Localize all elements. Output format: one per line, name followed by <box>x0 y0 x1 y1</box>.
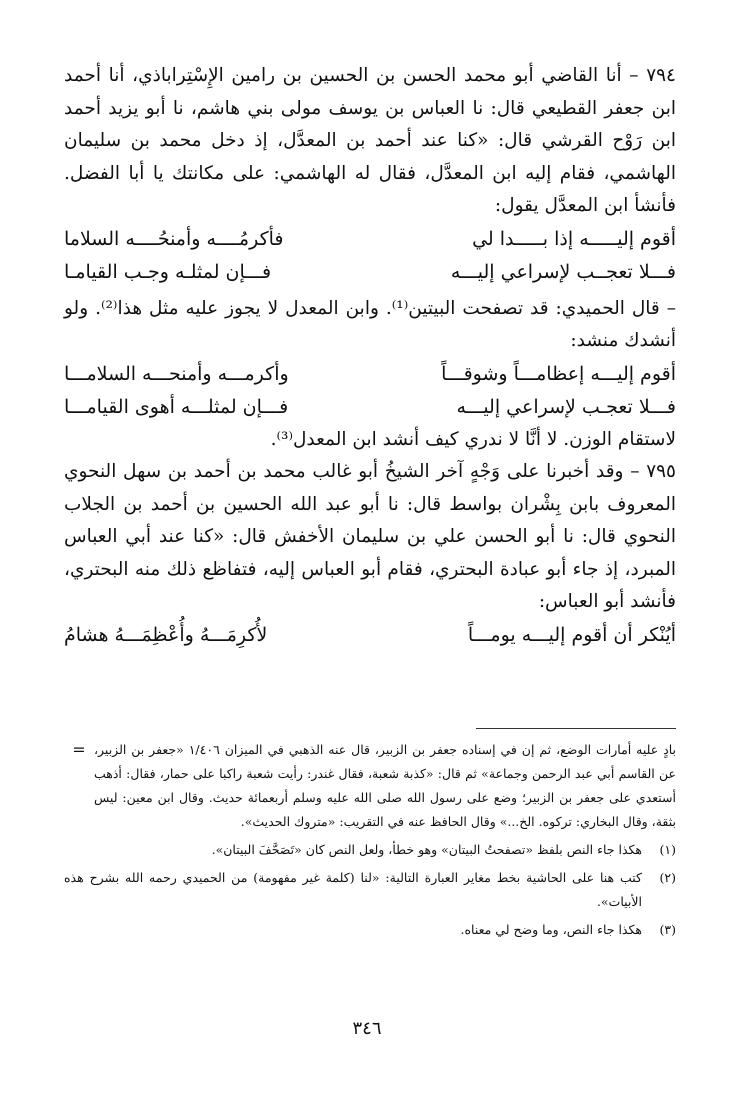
humaydi-comment: – قال الحميدي: قد تصفحت البيتين⁽¹⁾. وابن المعدل لا يجوز عليه مثل هذا⁽²⁾. ولو أنشدك منشد: <box>64 297 676 351</box>
continuation-marker: = <box>72 740 86 759</box>
poem1-verse-2 <box>64 256 676 289</box>
entry-795: ٧٩٥ – وقد أخبرنا على وَجْهٍ آخر الشيخُ أبو غالب محمد بن أحمد بن سهل النحوي المعروف بابن بِشْران بواسط قال: نا أبو عبد الله الحسين بن أحمد بن الجلاب النحوي قال: نا أبو الحسن علي بن سليمان الأخفش قال: «كنا عند أبي العباس المبرد، إذ جاء أبو عبادة البحتري، فقام أبو العباس إليه، فتفاظع ذلك منه البحتري، فأنشد أبو العباس: <box>64 461 676 612</box>
footnotes <box>64 738 676 942</box>
footnote-continuation-text: بادٍ عليه أمارات الوضع، ثم إن في إسناده جعفر بن الزبير، قال عنه الذهبي في الميزان ١/٤٠٦ «جعفر بن الزبير، عن القاسم أبي عبد الرحمن وجماعة» ثم قال: «كذبة شعبة، فقال غندر: رأيت شعبة راكبا على حمار، فقال: أذهب أستعدي على جعفر بن الزبير؛ وضع على رسول الله صلى الله عليه وسلم أربعمائة حديث. وقال ابن معين: ليس بثقة، وقال البخاري: تركوه. الخ...» وقال الحافظ عنه في التقريب: «متروك الحديث». <box>94 742 677 829</box>
hemistich-right: أقوم إليـــه إعظامـــاً وشوقـــاً <box>441 362 676 385</box>
footnote-2 <box>64 866 676 914</box>
footnote-3 <box>64 918 676 942</box>
poem3-verse-1 <box>64 619 676 652</box>
footnote-text: كتب هنا على الحاشية بخط مغاير العبارة التالية: «لنا (كلمة غير مفهومة) من الحميدي رحمه الله بشرح هذه الأبيات». <box>64 870 642 909</box>
hemistich-right: فـــلا تعجـب لإسراعي إليـــه <box>456 395 676 418</box>
hemistich-left: فأكرمُــــه وأمنحُــــه السلاما <box>64 227 284 250</box>
poem2-verse-2 <box>64 391 676 424</box>
hemistich-left: وأكرمـــه وأمنحـــه السلامـــا <box>64 362 289 385</box>
hemistich-left: لأُكرِمَـــهُ وأُعْظِمَـــهُ هشامُ <box>64 623 268 646</box>
hemistich-right: فـــلا تعجــب لإسراعي إليـــه <box>450 260 676 283</box>
footnote-text: هكذا جاء النص، وما وضح لي معناه. <box>460 922 642 937</box>
conclusion: لاستقام الوزن. لا أنَّا لا ندري كيف أنشد ابن المعدل⁽³⁾. <box>270 428 676 450</box>
footnote-continuation <box>64 738 676 834</box>
page-number: ٣٤٦ <box>352 1018 382 1039</box>
entry-794: ٧٩٤ – أنا القاضي أبو محمد الحسن بن الحسين بن رامين الإِسْتِراباذي، أنا أحمد ابن جعفر القطيعي قال: نا العباس بن يوسف مولى بني هاشم، نا أبو يزيد أحمد ابن رَوْح القرشي قال: «كنا عند أحمد بن المعدَّل، إذ دخل محمد بن سليمان الهاشمي، فقام إليه ابن المعدَّل، فقال له الهاشمي: على مكانتك يا أبا الفضل. فأنشأ ابن المعدَّل يقول: <box>64 65 676 216</box>
footnote-1 <box>64 838 676 862</box>
hemistich-left: فـــإن لمثلـه وجـب القيامـا <box>64 260 272 283</box>
footnote-number: (١) <box>659 842 676 857</box>
footnote-separator <box>476 728 676 729</box>
poem2-verse-1 <box>64 358 676 391</box>
footnote-number: (٣) <box>659 922 676 937</box>
hemistich-right: أيُنْكر أن أقوم إليـــه يومـــاً <box>467 623 676 646</box>
poem1-verse-1 <box>64 223 676 256</box>
footnote-text: هكذا جاء النص بلفظ «تصفحتُ البيتان» وهو خطأ، ولعل النص كان «تَصَحَّفَ البيتان». <box>211 842 642 857</box>
main-text <box>64 60 676 652</box>
footnote-number: (٢) <box>659 870 676 885</box>
hemistich-right: أقوم إليـــــه إذا بـــــدا لي <box>472 227 676 250</box>
hemistich-left: فـــإن لمثلـــه أهوى القيامـــا <box>64 395 289 418</box>
